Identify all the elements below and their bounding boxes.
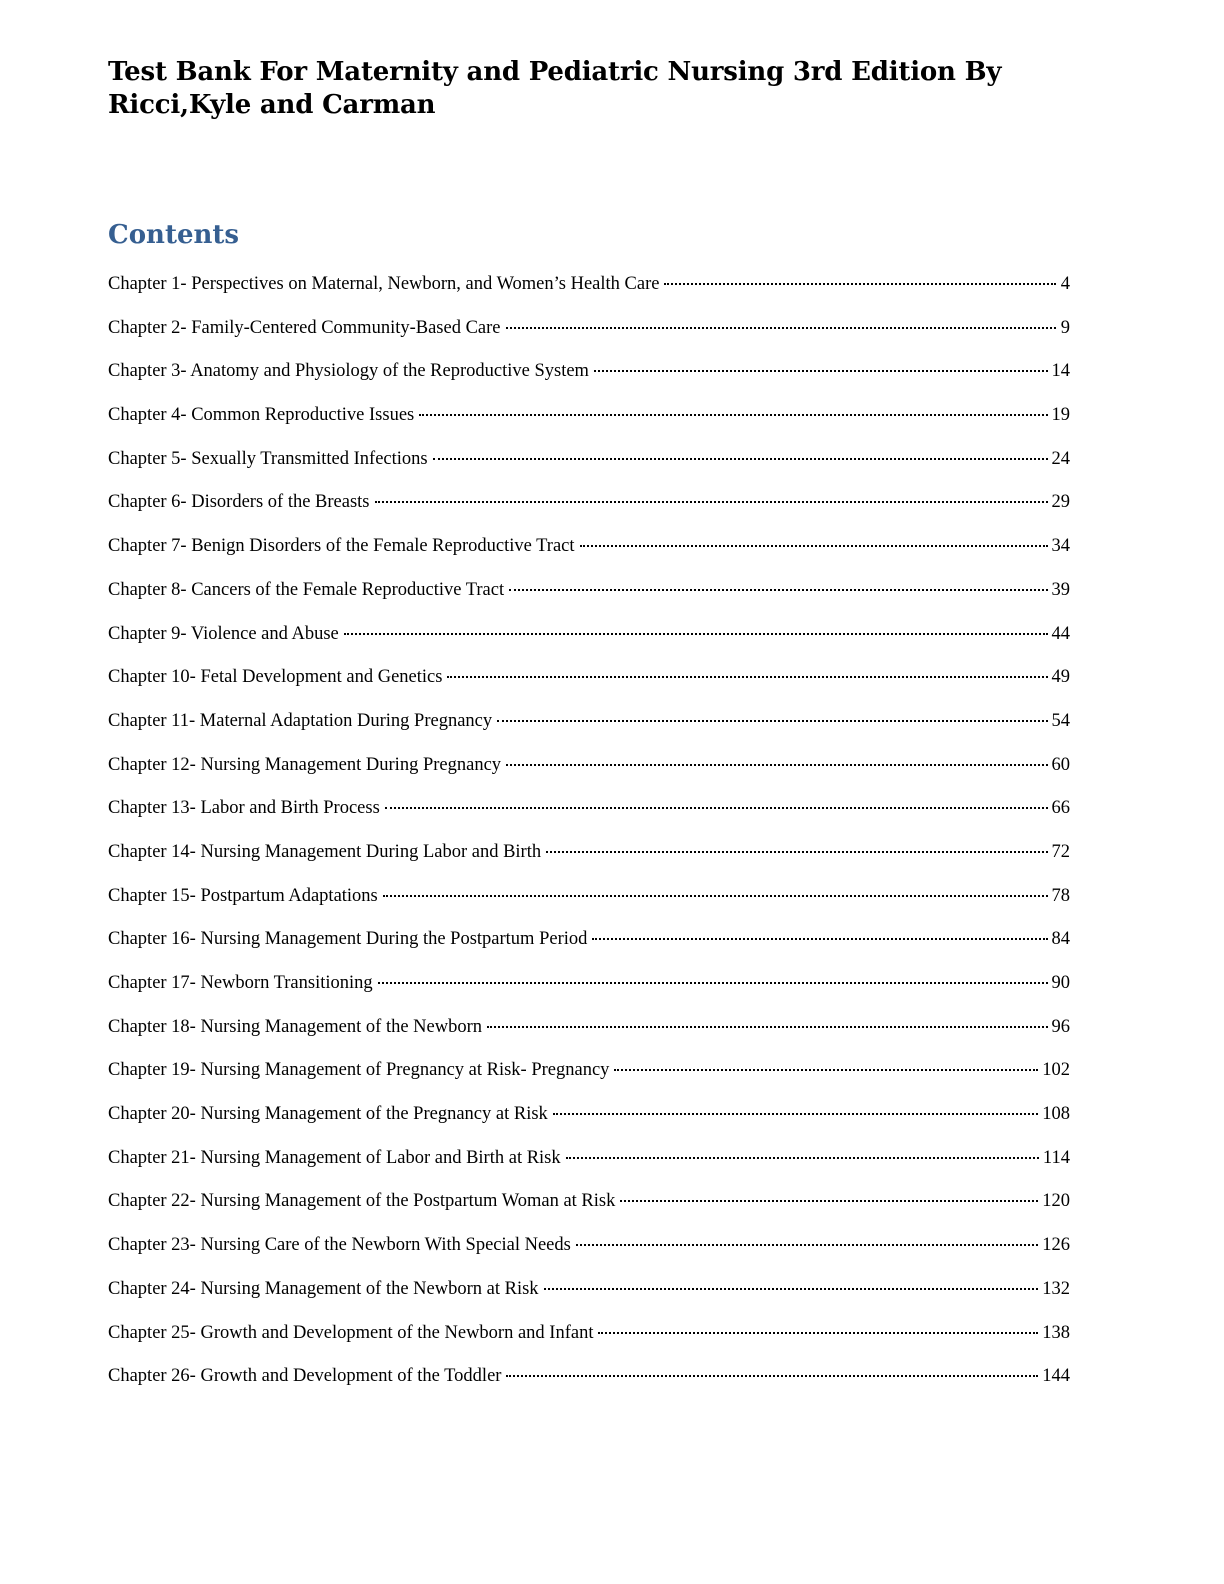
- toc-entry-label[interactable]: Chapter 12- Nursing Management During Pregnancy: [108, 754, 502, 775]
- toc-entry-page-number[interactable]: 126: [1042, 1235, 1070, 1256]
- toc-dot-leader: [344, 623, 1048, 635]
- toc-entry-page-number[interactable]: 66: [1051, 798, 1070, 819]
- toc-entry-label[interactable]: Chapter 15- Postpartum Adaptations: [108, 885, 378, 906]
- toc-entry[interactable]: [108, 1099, 1070, 1143]
- toc-entry[interactable]: [108, 444, 1070, 488]
- toc-entry[interactable]: [108, 1274, 1070, 1318]
- toc-entry-label[interactable]: Chapter 23- Nursing Care of the Newborn With Special Needs: [108, 1235, 571, 1256]
- toc-entry-label[interactable]: Chapter 17- Newborn Transitioning: [108, 973, 373, 993]
- toc-dot-leader: [592, 928, 1047, 940]
- toc-entry-label[interactable]: Chapter 18- Nursing Management of the Newborn: [108, 1016, 483, 1037]
- toc-entry-page-number[interactable]: 24: [1051, 448, 1070, 469]
- toc-entry-label[interactable]: Chapter 10- Fetal Development and Genetics: [108, 667, 443, 688]
- toc-entry-label[interactable]: Chapter 9- Violence and Abuse: [108, 623, 339, 644]
- toc-dot-leader: [509, 579, 1047, 591]
- toc-entry-label[interactable]: Chapter 24- Nursing Management of the Newborn at Risk: [108, 1278, 539, 1299]
- toc-entry-label[interactable]: Chapter 7- Benign Disorders of the Female Reproductive Tract: [108, 536, 575, 557]
- toc-dot-leader: [566, 1147, 1039, 1159]
- toc-entry-page-number[interactable]: 132: [1042, 1278, 1070, 1299]
- toc-entry-label[interactable]: Chapter 8- Cancers of the Female Reproductive Tract: [108, 579, 505, 600]
- toc-entry-label[interactable]: Chapter 25- Growth and Development of the Newborn and Infant: [108, 1322, 594, 1343]
- toc-entry-label[interactable]: Chapter 5- Sexually Transmitted Infections: [108, 448, 428, 469]
- toc-entry-label[interactable]: Chapter 14- Nursing Management During Labor and Birth: [108, 841, 542, 862]
- toc-entry[interactable]: [108, 1361, 1070, 1405]
- toc-entry[interactable]: [108, 1012, 1070, 1056]
- toc-entry-label[interactable]: Chapter 19- Nursing Management of Pregnancy at Risk- Pregnancy: [108, 1060, 610, 1081]
- toc-dot-leader: [614, 1059, 1038, 1071]
- toc-entry[interactable]: [108, 313, 1070, 357]
- toc-entry-label[interactable]: Chapter 21- Nursing Management of Labor and Birth at Risk: [108, 1147, 561, 1168]
- toc-entry-page-number[interactable]: 4: [1060, 274, 1070, 294]
- toc-entry-page-number[interactable]: 144: [1042, 1366, 1070, 1387]
- toc-entry-page-number[interactable]: 78: [1051, 885, 1070, 906]
- toc-dot-leader: [576, 1234, 1038, 1246]
- toc-dot-leader: [433, 448, 1048, 460]
- document-title: Test Bank For Maternity and Pediatric Nursing 3rd Edition By Ricci,Kyle and Carman: [108, 57, 1002, 120]
- toc-dot-leader: [544, 1278, 1039, 1290]
- toc-entry-page-number[interactable]: 19: [1051, 405, 1070, 426]
- toc-entry-label[interactable]: Chapter 6- Disorders of the Breasts: [108, 492, 370, 513]
- toc-entry[interactable]: [108, 837, 1070, 881]
- toc-entry-page-number[interactable]: 60: [1051, 754, 1070, 775]
- toc-dot-leader: [553, 1103, 1038, 1115]
- toc-entry-label[interactable]: Chapter 1- Perspectives on Maternal, Newborn, and Women’s Health Care: [108, 274, 660, 294]
- toc-entry-page-number[interactable]: 39: [1051, 579, 1070, 600]
- toc-dot-leader: [580, 535, 1048, 547]
- toc-dot-leader: [447, 666, 1047, 678]
- toc-entry-label[interactable]: Chapter 16- Nursing Management During the Postpartum Period: [108, 929, 588, 950]
- toc-dot-leader: [664, 273, 1056, 285]
- toc-entry[interactable]: [108, 356, 1070, 400]
- toc-dot-leader: [620, 1190, 1038, 1202]
- toc-entry[interactable]: [108, 269, 1070, 313]
- table-of-contents: [108, 269, 1070, 1405]
- toc-entry[interactable]: [108, 487, 1070, 531]
- toc-entry-label[interactable]: Chapter 26- Growth and Development of the Toddler: [108, 1366, 502, 1387]
- toc-dot-leader: [506, 754, 1047, 766]
- toc-entry[interactable]: [108, 1230, 1070, 1274]
- toc-dot-leader: [378, 972, 1048, 984]
- toc-entry-page-number[interactable]: 44: [1051, 623, 1070, 644]
- toc-entry[interactable]: [108, 750, 1070, 794]
- toc-entry-label[interactable]: Chapter 13- Labor and Birth Process: [108, 798, 380, 819]
- toc-entry-page-number[interactable]: 72: [1051, 841, 1070, 862]
- toc-entry-page-number[interactable]: 90: [1051, 973, 1070, 993]
- toc-entry-label[interactable]: Chapter 22- Nursing Management of the Postpartum Woman at Risk: [108, 1191, 616, 1212]
- toc-dot-leader: [598, 1322, 1038, 1334]
- toc-entry-page-number[interactable]: 34: [1051, 536, 1070, 557]
- toc-entry[interactable]: [108, 400, 1070, 444]
- toc-entry[interactable]: [108, 793, 1070, 837]
- toc-entry[interactable]: [108, 881, 1070, 925]
- toc-entry[interactable]: [108, 1055, 1070, 1099]
- toc-entry-page-number[interactable]: 84: [1051, 929, 1070, 950]
- toc-dot-leader: [546, 841, 1047, 853]
- toc-entry-label[interactable]: Chapter 3- Anatomy and Physiology of the Reproductive System: [108, 361, 589, 382]
- toc-entry[interactable]: [108, 1186, 1070, 1230]
- toc-entry-page-number[interactable]: 120: [1042, 1191, 1070, 1212]
- toc-entry[interactable]: [108, 924, 1070, 968]
- toc-dot-leader: [594, 360, 1048, 372]
- toc-entry[interactable]: [108, 1143, 1070, 1187]
- toc-entry-page-number[interactable]: 102: [1042, 1060, 1070, 1081]
- toc-dot-leader: [506, 1365, 1038, 1377]
- toc-entry-page-number[interactable]: 9: [1060, 317, 1070, 338]
- toc-entry[interactable]: [108, 619, 1070, 663]
- toc-entry[interactable]: [108, 1318, 1070, 1362]
- toc-entry-label[interactable]: Chapter 2- Family-Centered Community-Based Care: [108, 317, 501, 338]
- toc-entry[interactable]: [108, 575, 1070, 619]
- toc-entry-label[interactable]: Chapter 20- Nursing Management of the Pregnancy at Risk: [108, 1104, 548, 1125]
- toc-entry[interactable]: [108, 968, 1070, 1012]
- toc-entry-page-number[interactable]: 114: [1042, 1147, 1070, 1168]
- toc-entry-label[interactable]: Chapter 11- Maternal Adaptation During Pregnancy: [108, 710, 493, 731]
- toc-entry[interactable]: [108, 706, 1070, 750]
- toc-entry-page-number[interactable]: 49: [1051, 667, 1070, 688]
- toc-dot-leader: [487, 1016, 1047, 1028]
- toc-entry-page-number[interactable]: 96: [1051, 1016, 1070, 1037]
- toc-dot-leader: [497, 710, 1047, 722]
- toc-entry[interactable]: [108, 662, 1070, 706]
- toc-entry-page-number[interactable]: 138: [1042, 1322, 1070, 1343]
- toc-entry[interactable]: [108, 531, 1070, 575]
- toc-entry-page-number[interactable]: 14: [1051, 361, 1070, 382]
- toc-dot-leader: [383, 885, 1048, 897]
- toc-entry-page-number[interactable]: 54: [1051, 710, 1070, 731]
- contents-heading: Contents: [108, 220, 240, 250]
- toc-entry-page-number[interactable]: 108: [1042, 1104, 1070, 1125]
- toc-dot-leader: [506, 317, 1056, 329]
- toc-entry-page-number[interactable]: 29: [1051, 492, 1070, 513]
- toc-dot-leader: [419, 404, 1047, 416]
- toc-dot-leader: [385, 797, 1048, 809]
- toc-dot-leader: [375, 491, 1048, 503]
- toc-entry-label[interactable]: Chapter 4- Common Reproductive Issues: [108, 405, 415, 426]
